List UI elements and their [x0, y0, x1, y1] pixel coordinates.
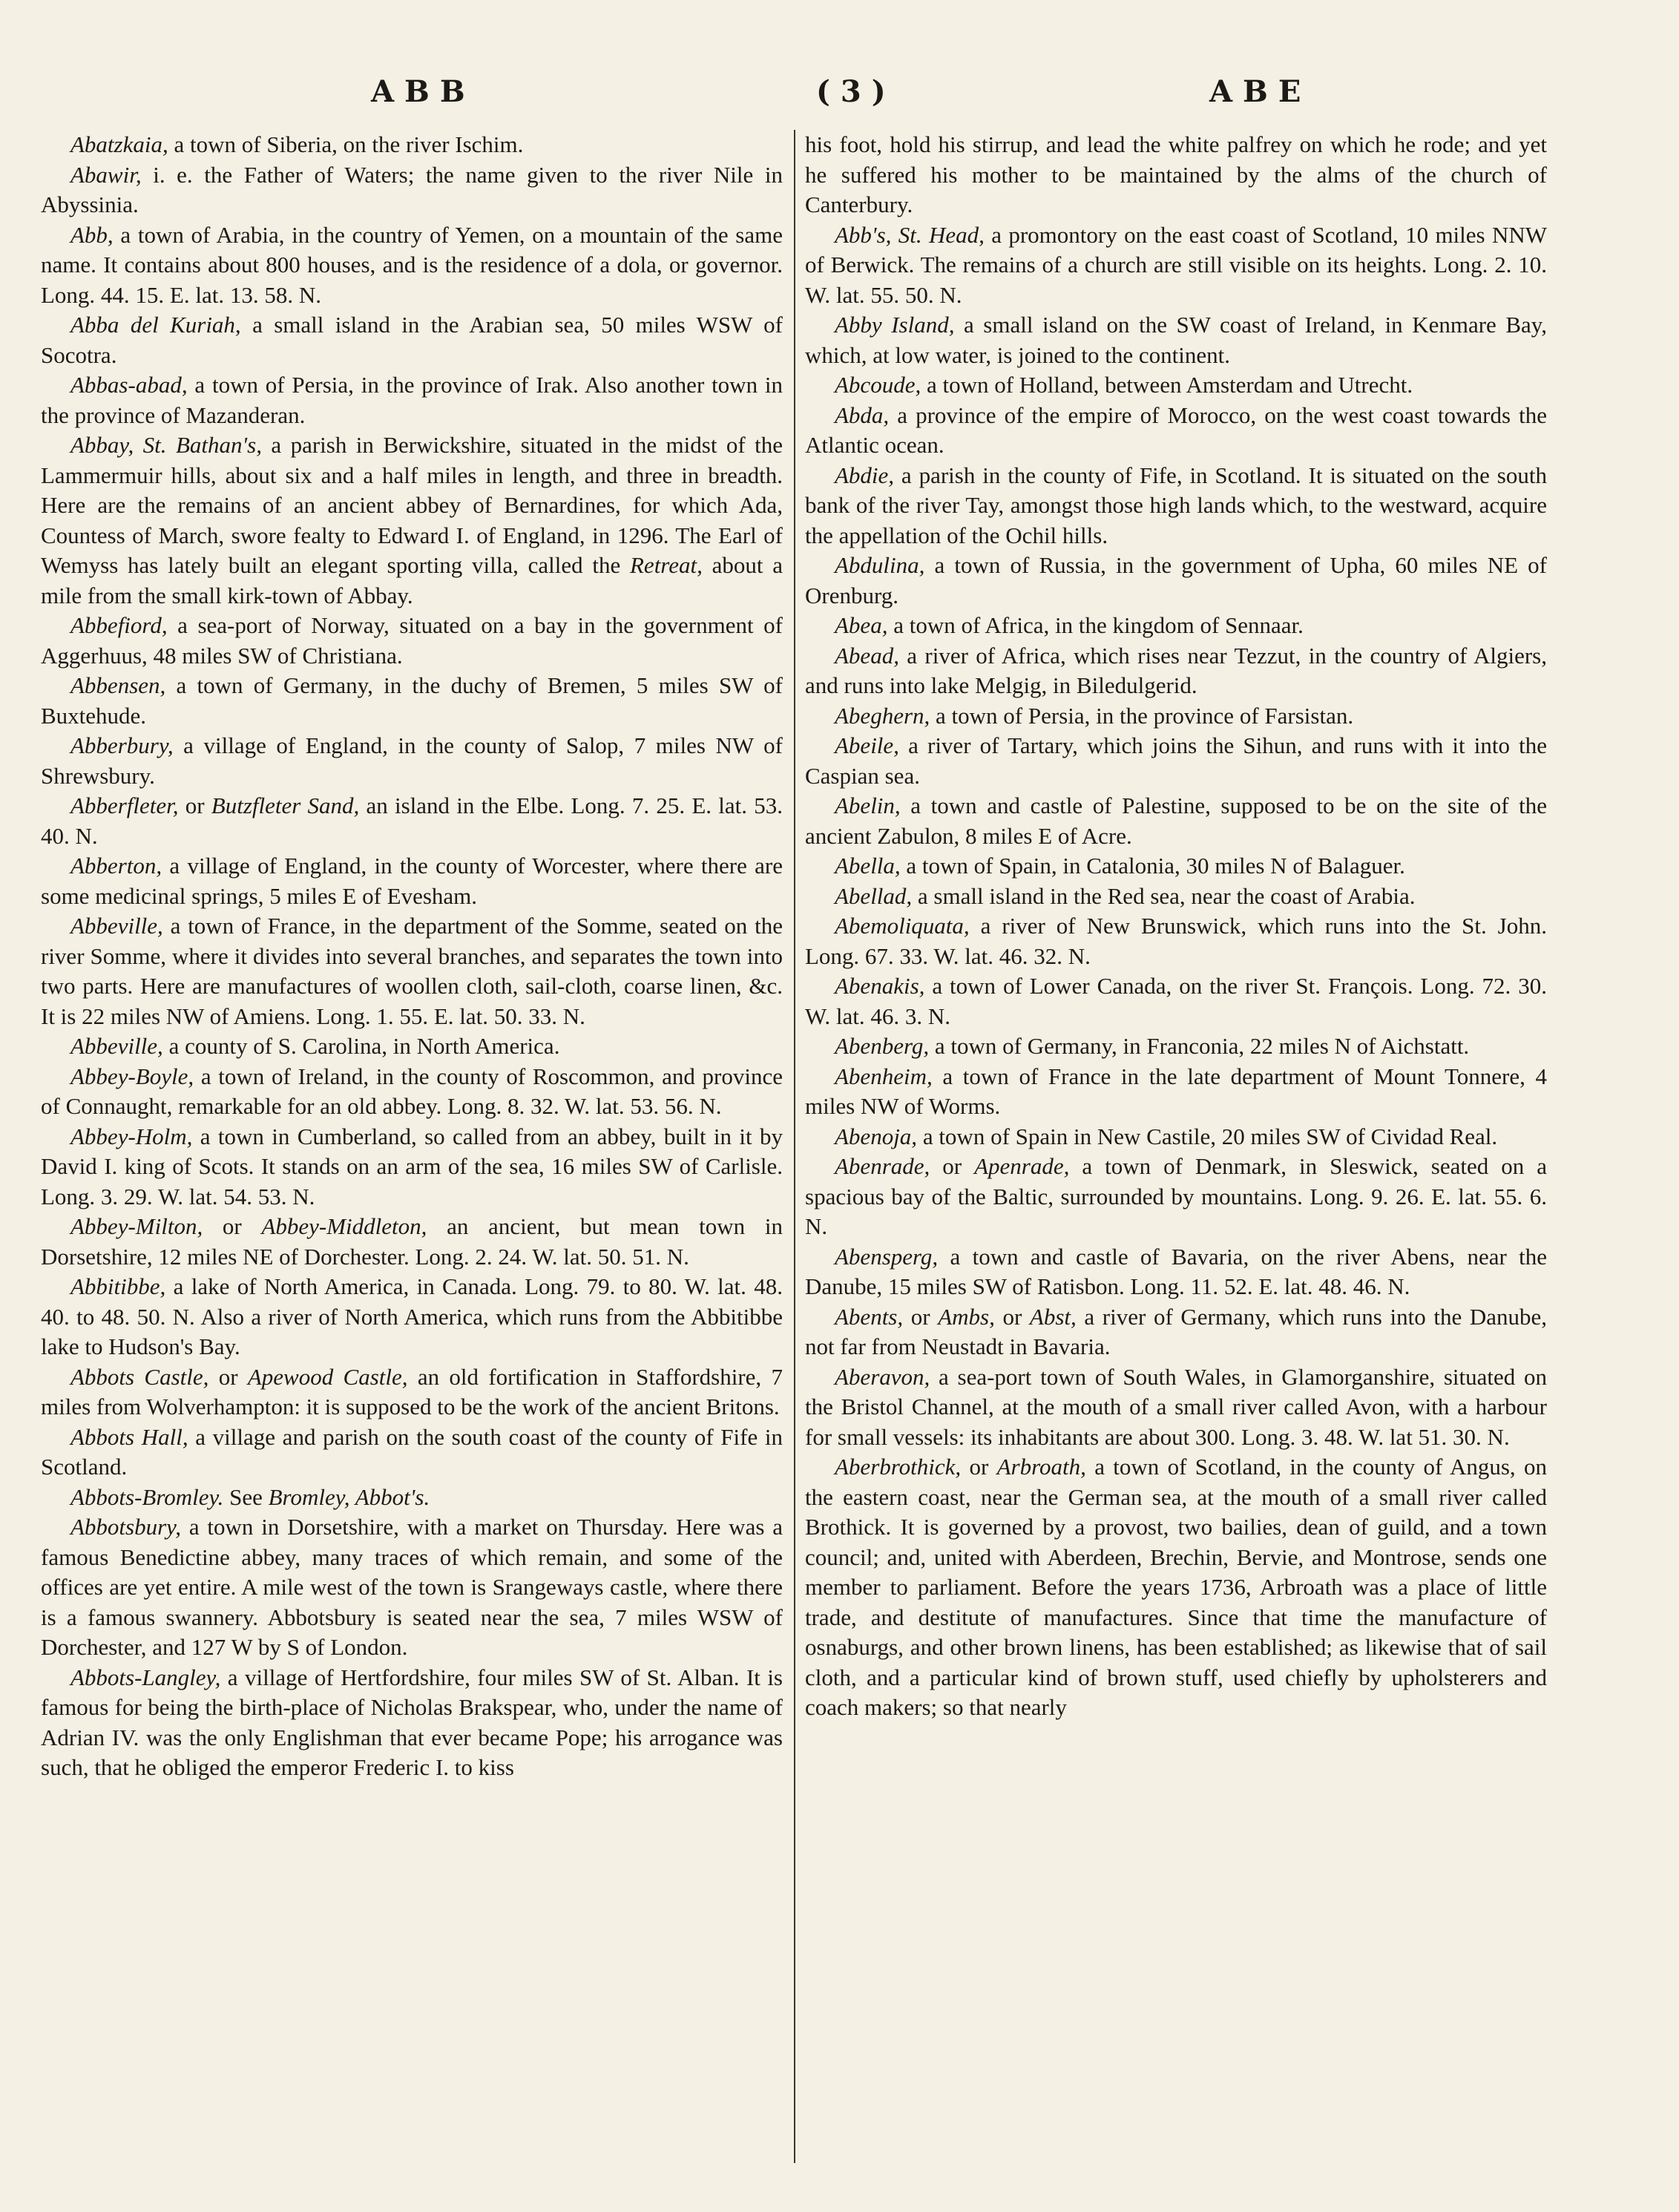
- entry-italic-term: Abbotsbury,: [70, 1514, 181, 1540]
- entry-italic-term: Retreat,: [630, 552, 703, 578]
- entry-italic-term: Abenoja,: [835, 1123, 918, 1149]
- entry-text: an ancient, but mean town in Dorsetshire, 12 miles NE of Dorchester. Long. 2. 24. W. lat. 50. 51. N.: [41, 1213, 783, 1270]
- entry-italic-term: Abbots Castle,: [70, 1363, 209, 1390]
- entry-text: a town of Ireland, in the county of Roscommon, and province of Connaught, remarkable for an old abbey. Long. 8. 32. W. lat. 53. 56. N.: [41, 1063, 783, 1119]
- entry-text: a town of Scotland, in the county of Angus, on the eastern coast, near the German sea, at the mouth of a small river called Brothick. It is governed by a provost, two bailies, dean of guild, and a town council; and, united with Aberdeen, Brechin, Bervie, and Montrose, sends one member to parliament. Before the years 1736, Arbroath was a place of little trade, and destitute of manufactures. Since that time the manufacture of osnaburgs, and other brown linens, has been established; as likewise that of sail cloth, and a particular kind of brown stuff, used chiefly by upholsterers and coach makers; so that nearly: [805, 1454, 1547, 1720]
- gazetteer-entry: [41, 611, 783, 671]
- entry-italic-term: Abbensen,: [70, 672, 166, 698]
- gazetteer-entry: [805, 551, 1547, 611]
- header-right-guideword: ABE: [1209, 74, 1312, 109]
- entry-text: a town of France in the late department of Mount Tonnere, 4 miles NW of Worms.: [805, 1063, 1547, 1119]
- gazetteer-entry: [805, 1152, 1547, 1242]
- entry-text: i. e. the Father of Waters; the name given to the river Nile in Abyssinia.: [41, 161, 783, 217]
- gazetteer-entry: [41, 310, 783, 370]
- entry-italic-term: Abbas-abad,: [70, 372, 188, 398]
- entry-italic-term: Apenrade,: [974, 1153, 1070, 1179]
- gazetteer-entry: [805, 882, 1547, 912]
- entry-italic-term: Abda,: [835, 401, 890, 428]
- entry-text: or: [994, 1303, 1030, 1330]
- gazetteer-entry: [41, 220, 783, 311]
- gazetteer-entry: [41, 671, 783, 731]
- entry-text: or: [930, 1153, 975, 1179]
- entry-italic-term: Abby Island,: [835, 312, 955, 338]
- entry-italic-term: Abbey-Middleton,: [261, 1213, 427, 1239]
- gazetteer-entry: [805, 370, 1547, 401]
- entry-text: a river of Tartary, which joins the Sihun, and runs with it into the Caspian sea.: [805, 732, 1547, 789]
- entry-text: a town of Persia, in the province of Farsistan.: [930, 702, 1354, 729]
- gazetteer-entry: [805, 701, 1547, 732]
- entry-text: a town in Dorsetshire, with a market on Thursday. Here was a famous Benedictine abbey, many traces of which remain, and some of the offices are yet entire. A mile west of the town is Srangeways castle, where there is a famous swannery. Abbotsbury is seated near the sea, 7 miles WSW of Dorchester, and 127 W by S of London.: [41, 1514, 783, 1660]
- gazetteer-entry: [805, 401, 1547, 461]
- entry-italic-term: Abcoude,: [835, 372, 921, 398]
- entry-italic-term: Butzfleter Sand,: [211, 792, 360, 818]
- entry-italic-term: Abensperg,: [835, 1243, 939, 1270]
- entry-italic-term: Abatzkaia,: [70, 131, 168, 157]
- entry-text: a town and castle of Bavaria, on the river Abens, near the Danube, 15 miles SW of Ratisbon. Long. 11. 52. E. lat. 48. 46. N.: [805, 1243, 1547, 1299]
- entry-text: a town of Russia, in the government of Upha, 60 miles NE of Orenburg.: [805, 552, 1547, 608]
- entry-text: an old fortification in Staffordshire, 7 miles from Wolverhampton: it is supposed to be the work of the ancient Britons.: [41, 1363, 783, 1420]
- entry-italic-term: Abeghern,: [835, 702, 930, 729]
- entry-italic-term: Abenakis,: [835, 973, 925, 999]
- entry-italic-term: Abenberg,: [835, 1033, 930, 1059]
- gazetteer-entry: [41, 1062, 783, 1122]
- entry-italic-term: Arbroath,: [996, 1454, 1086, 1480]
- entry-text: a village and parish on the south coast of the county of Fife in Scotland.: [41, 1423, 783, 1480]
- gazetteer-entry: [805, 461, 1547, 551]
- entry-italic-term: Abead,: [835, 642, 899, 669]
- entry-italic-term: Apewood Castle,: [247, 1363, 408, 1390]
- gazetteer-entry: [805, 731, 1547, 791]
- entry-text: a village of England, in the county of Worcester, where there are some medicinal springs, 5 miles E of Evesham.: [41, 853, 783, 909]
- entry-italic-term: Abella,: [835, 853, 901, 879]
- entry-italic-term: Abemoliquata,: [835, 913, 970, 939]
- gazetteer-entry: [41, 791, 783, 851]
- right-column: [805, 130, 1547, 2178]
- gazetteer-entry: [41, 1483, 783, 1513]
- entry-italic-term: Abberton,: [70, 853, 162, 879]
- entry-italic-term: Abbots-Langley,: [70, 1664, 221, 1690]
- entry-text: a promontory on the east coast of Scotland, 10 miles NNW of Berwick. The remains of a church are still visible on its heights. Long. 2. 10. W. lat. 55. 50. N.: [805, 221, 1548, 308]
- entry-text: a small island in the Red sea, near the coast of Arabia.: [912, 882, 1416, 909]
- entry-text: a town of Lower Canada, on the river St. François. Long. 72. 30. W. lat. 46. 3. N.: [805, 973, 1547, 1029]
- gazetteer-entry: [805, 851, 1547, 882]
- entry-text: a town of Siberia, on the river Ischim.: [168, 131, 524, 157]
- entry-continuation: [805, 130, 1547, 220]
- entry-italic-term: Abelin,: [835, 792, 901, 818]
- entry-italic-term: Abdie,: [835, 462, 895, 488]
- page-header: [59, 74, 1620, 119]
- left-column: [41, 130, 783, 2178]
- gazetteer-entry: [41, 430, 783, 611]
- entry-text: a province of the empire of Morocco, on the west coast towards the Atlantic ocean.: [805, 401, 1547, 458]
- column-divider: [794, 130, 795, 2163]
- entry-italic-term: Abba del Kuriah,: [70, 312, 241, 338]
- gazetteer-entry: [41, 1512, 783, 1663]
- entry-italic-term: Abenheim,: [835, 1063, 933, 1089]
- entry-text: a town of Spain, in Catalonia, 30 miles N of Balaguer.: [900, 853, 1405, 879]
- entry-text: a town of Spain in New Castile, 20 miles SW of Cividad Real.: [917, 1123, 1498, 1149]
- entry-text: a town of Denmark, in Sleswick, seated on a spacious bay of the Baltic, surrounded by mountains. Long. 9. 26. E. lat. 55. 6. N.: [805, 1153, 1547, 1239]
- entry-text: or: [208, 1363, 248, 1390]
- entry-italic-term: Abeile,: [835, 732, 899, 758]
- entry-text: or: [961, 1454, 997, 1480]
- header-left-guideword: ABB: [371, 74, 476, 109]
- entry-text: a sea-port of Norway, situated on a bay in the government of Aggerhuus, 48 miles SW of Christiana.: [41, 612, 783, 669]
- entry-text: a small island on the SW coast of Ireland, in Kenmare Bay, which, at low water, is joined to the continent.: [805, 312, 1548, 368]
- gazetteer-entry: [805, 641, 1547, 701]
- entry-text: a river of Africa, which rises near Tezzut, in the country of Algiers, and runs into lake Melgig, in Biledulgerid.: [805, 642, 1547, 698]
- gazetteer-entry: [805, 1242, 1547, 1302]
- entry-italic-term: Abea,: [835, 612, 888, 638]
- entry-italic-term: Abbey-Milton,: [70, 1213, 203, 1239]
- gazetteer-entry: [805, 1302, 1547, 1362]
- entry-text: a town of Germany, in Franconia, 22 miles N of Aichstatt.: [929, 1033, 1470, 1059]
- entry-text: about a mile from the small kirk-town of Abbay.: [41, 552, 783, 608]
- entry-text: a sea-port town of South Wales, in Glamorganshire, situated on the Bristol Channel, at the mouth of a small river called Avon, with a harbour for small vessels: its inhabitants are about 300. Long. 3. 48. W. lat 51. 30. N.: [805, 1363, 1547, 1450]
- entry-text: a town and castle of Palestine, supposed to be on the site of the ancient Zabulon, 8 miles E of Acre.: [805, 792, 1547, 849]
- entry-italic-term: Abst,: [1029, 1303, 1077, 1330]
- gazetteer-entry: [805, 611, 1547, 641]
- gazetteer-entry: [805, 1362, 1547, 1453]
- entry-italic-term: Abb,: [70, 221, 114, 248]
- entry-italic-term: Abents,: [835, 1303, 904, 1330]
- entry-text: a town of Germany, in the duchy of Bremen, 5 miles SW of Buxtehude.: [41, 672, 783, 729]
- gazetteer-entry: [41, 911, 783, 1031]
- entry-italic-term: Abawir,: [70, 161, 142, 188]
- entry-text: an island in the Elbe. Long. 7. 25. E. lat. 53. 40. N.: [41, 792, 783, 849]
- gazetteer-entry: [805, 1122, 1547, 1152]
- gazetteer-entry: [41, 1031, 783, 1062]
- entry-italic-term: Abberbury,: [70, 732, 174, 758]
- gazetteer-entry: [41, 130, 783, 160]
- gazetteer-entry: [41, 851, 783, 911]
- entry-text: a county of S. Carolina, in North America.: [162, 1033, 560, 1059]
- gazetteer-entry: [805, 971, 1547, 1031]
- page-number: (3): [816, 74, 896, 109]
- entry-text: a parish in Berwickshire, situated in the midst of the Lammermuir hills, about six and a half miles in length, and three in breadth. Here are the remains of an ancient abbey of Bernardines, for which Ada, Countess of March, swore fealty to Edward I. of England, in 1296. The Earl of Wemyss has lately built an elegant sporting villa, called the: [41, 432, 783, 578]
- gazetteer-entry: [805, 911, 1547, 971]
- gazetteer-entry: [805, 310, 1547, 370]
- entry-text: a town of Holland, between Amsterdam and Utrecht.: [921, 372, 1413, 398]
- entry-italic-term: Ambs,: [938, 1303, 995, 1330]
- entry-italic-term: Abbeville,: [70, 1033, 163, 1059]
- entry-text: or: [178, 792, 211, 818]
- gazetteer-entry: [41, 160, 783, 220]
- entry-text: a town of France, in the department of the Somme, seated on the river Somme, where it divides into several branches, and separates the town into two parts. Here are manufactures of woollen cloth, sail-cloth, coarse linen, &c. It is 22 miles NW of Amiens. Long. 1. 55. E. lat. 50. 33. N.: [41, 913, 783, 1029]
- gazetteer-entry: [805, 1031, 1547, 1062]
- entry-text: a river of New Brunswick, which runs into the St. John. Long. 67. 33. W. lat. 46. 32. N.: [805, 913, 1547, 969]
- entry-italic-term: Abbitibbe,: [70, 1273, 166, 1299]
- entry-text: a town of Persia, in the province of Irak. Also another town in the province of Mazanderan.: [41, 372, 783, 428]
- gazetteer-entry: [805, 1452, 1547, 1723]
- entry-italic-term: Abdulina,: [835, 552, 925, 578]
- gazetteer-entry: [41, 1663, 783, 1783]
- entry-italic-term: Abbey-Boyle,: [70, 1063, 194, 1089]
- gazetteer-entry: [805, 1062, 1547, 1122]
- entry-text: a village of Hertfordshire, four miles SW of St. Alban. It is famous for being the birth-place of Nicholas Brakspear, who, under the name of Adrian IV. was the only Englishman that ever became Pope; his arrogance was such, that he obliged the emperor Frederic I. to kiss: [41, 1664, 783, 1780]
- entry-italic-term: Bromley, Abbot's.: [268, 1483, 430, 1510]
- gazetteer-entry: [41, 1212, 783, 1272]
- gazetteer-entry: [41, 1272, 783, 1362]
- entry-italic-term: Abbots-Bromley.: [70, 1483, 224, 1510]
- entry-text: a parish in the county of Fife, in Scotland. It is situated on the south bank of the river Tay, amongst those high lands which, to the westward, acquire the appellation of the Ochil hills.: [805, 462, 1547, 548]
- entry-italic-term: Abenrade,: [835, 1153, 930, 1179]
- entry-text: a town of Africa, in the kingdom of Sennaar.: [887, 612, 1304, 638]
- gazetteer-entry: [805, 220, 1547, 311]
- entry-text: his foot, hold his stirrup, and lead the white palfrey on which he rode; and yet he suffered his mother to be maintained by the alms of the church of Canterbury.: [805, 131, 1547, 217]
- entry-text: a small island in the Arabian sea, 50 miles WSW of Socotra.: [41, 312, 783, 368]
- gazetteer-entry: [41, 1422, 783, 1483]
- entry-italic-term: Abbefiord,: [70, 612, 168, 638]
- entry-text: See: [223, 1483, 269, 1510]
- entry-italic-term: Abbots Hall,: [70, 1423, 188, 1450]
- entry-italic-term: Abberfleter,: [70, 792, 179, 818]
- gazetteer-entry: [805, 791, 1547, 851]
- gazetteer-entry: [41, 731, 783, 791]
- gazetteer-entry: [41, 1122, 783, 1212]
- entry-italic-term: Aberavon,: [835, 1363, 930, 1390]
- entry-text: or: [203, 1213, 262, 1239]
- entry-italic-term: Abb's, St. Head,: [835, 221, 985, 248]
- entry-text: a town in Cumberland, so called from an abbey, built in it by David I. king of Scots. It stands on an arm of the sea, 16 miles SW of Carlisle. Long. 3. 29. W. lat. 54. 53. N.: [41, 1123, 783, 1210]
- entry-italic-term: Abbeville,: [70, 913, 163, 939]
- entry-italic-term: Abbay, St. Bathan's,: [70, 432, 262, 458]
- gazetteer-entry: [41, 1362, 783, 1422]
- entry-italic-term: Abellad,: [835, 882, 913, 909]
- entry-italic-term: Aberbrothick,: [835, 1454, 962, 1480]
- entry-text: or: [903, 1303, 939, 1330]
- entry-text: a lake of North America, in Canada. Long. 79. to 80. W. lat. 48. 40. to 48. 50. N. Also a river of North America, which runs from the Abbitibbe lake to Hudson's Bay.: [41, 1273, 783, 1359]
- entry-text: a river of Germany, which runs into the Danube, not far from Neustadt in Bavaria.: [805, 1303, 1547, 1359]
- gazetteer-entry: [41, 370, 783, 430]
- entry-text: a town of Arabia, in the country of Yemen, on a mountain of the same name. It contains about 800 houses, and is the residence of a dola, or governor. Long. 44. 15. E. lat. 13. 58. N.: [41, 221, 783, 308]
- entry-italic-term: Abbey-Holm,: [70, 1123, 193, 1149]
- entry-text: a village of England, in the county of Salop, 7 miles NW of Shrewsbury.: [41, 732, 783, 789]
